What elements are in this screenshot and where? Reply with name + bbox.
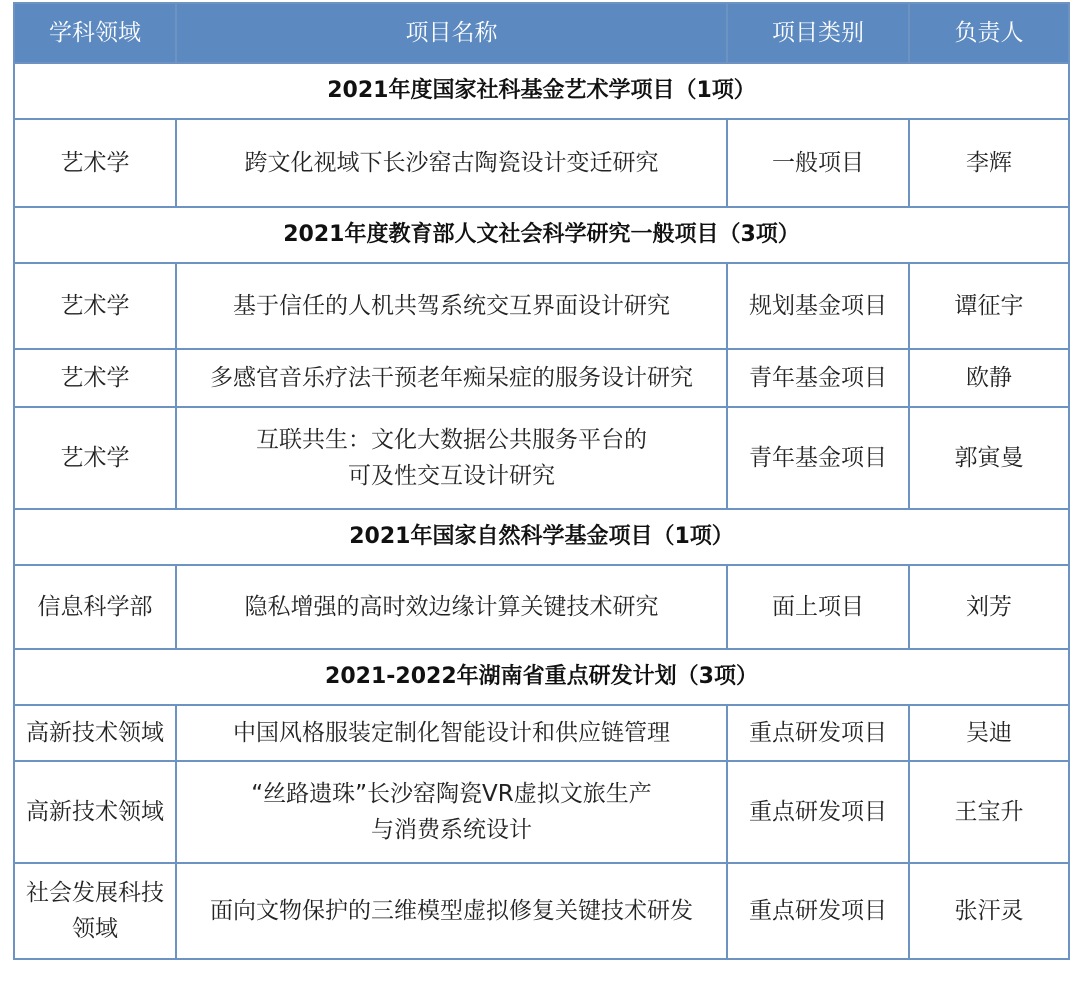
section-title: 2021年度教育部人文社会科学研究一般项目（3项）: [14, 207, 1069, 263]
cell-field: 高新技术领域: [14, 761, 176, 863]
table-row: [14, 407, 1069, 509]
section-title: 2021-2022年湖南省重点研发计划（3项）: [14, 649, 1069, 705]
project-name-line: 基于信任的人机共驾系统交互界面设计研究: [233, 293, 670, 319]
table-row: [14, 761, 1069, 863]
cell-field-line: 社会发展科技: [26, 880, 164, 906]
header-name: 项目名称: [176, 3, 727, 63]
cell-category: 重点研发项目: [727, 863, 909, 959]
table-row: [14, 349, 1069, 407]
project-name-line: 面向文物保护的三维模型虚拟修复关键技术研发: [210, 898, 693, 924]
section-row: [14, 63, 1069, 119]
cell-field: 高新技术领域: [14, 705, 176, 761]
cell-category: 重点研发项目: [727, 705, 909, 761]
cell-category: 一般项目: [727, 119, 909, 207]
project-name-line: 互联共生：文化大数据公共服务平台的: [256, 427, 647, 453]
table-header-row: [14, 3, 1069, 63]
cell-owner: 吴迪: [909, 705, 1069, 761]
cell-field: 艺术学: [14, 263, 176, 349]
cell-category: 重点研发项目: [727, 761, 909, 863]
table-row: [14, 863, 1069, 959]
section-row: [14, 207, 1069, 263]
cell-project-name: [176, 263, 727, 349]
project-name-line: 跨文化视域下长沙窑古陶瓷设计变迁研究: [244, 150, 659, 176]
project-name-line: 隐私增强的高时效边缘计算关键技术研究: [244, 594, 659, 620]
project-name-line: 可及性交互设计研究: [348, 463, 555, 489]
project-name-line: “丝路遗珠”长沙窑陶瓷VR虚拟文旅生产: [251, 781, 652, 807]
table-body: [14, 63, 1069, 959]
cell-project-name: [176, 565, 727, 649]
header-category: 项目类别: [727, 3, 909, 63]
cell-category: 面上项目: [727, 565, 909, 649]
cell-field: 艺术学: [14, 119, 176, 207]
table-row: [14, 565, 1069, 649]
project-name-line: 中国风格服装定制化智能设计和供应链管理: [233, 720, 670, 746]
table-row: [14, 263, 1069, 349]
cell-field: [14, 863, 176, 959]
table-row: [14, 705, 1069, 761]
cell-project-name: [176, 407, 727, 509]
cell-owner: 谭征宇: [909, 263, 1069, 349]
cell-project-name: [176, 863, 727, 959]
cell-project-name: [176, 761, 727, 863]
cell-category: 青年基金项目: [727, 349, 909, 407]
cell-owner: 欧静: [909, 349, 1069, 407]
section-title: 2021年国家自然科学基金项目（1项）: [14, 509, 1069, 565]
table-row: [14, 119, 1069, 207]
cell-field-line: 领域: [72, 916, 118, 942]
project-name-line: 多感官音乐疗法干预老年痴呆症的服务设计研究: [210, 365, 693, 391]
cell-owner: 张汗灵: [909, 863, 1069, 959]
cell-project-name: [176, 705, 727, 761]
project-table: [13, 2, 1070, 960]
section-row: [14, 649, 1069, 705]
cell-owner: 刘芳: [909, 565, 1069, 649]
cell-field: 信息科学部: [14, 565, 176, 649]
project-name-line: 与消费系统设计: [371, 817, 532, 843]
section-title: 2021年度国家社科基金艺术学项目（1项）: [14, 63, 1069, 119]
header-field: 学科领域: [14, 3, 176, 63]
cell-project-name: [176, 349, 727, 407]
cell-field: 艺术学: [14, 349, 176, 407]
cell-owner: 郭寅曼: [909, 407, 1069, 509]
cell-owner: 王宝升: [909, 761, 1069, 863]
cell-category: 青年基金项目: [727, 407, 909, 509]
section-row: [14, 509, 1069, 565]
cell-project-name: [176, 119, 727, 207]
cell-category: 规划基金项目: [727, 263, 909, 349]
cell-owner: 李辉: [909, 119, 1069, 207]
cell-field: 艺术学: [14, 407, 176, 509]
header-owner: 负责人: [909, 3, 1069, 63]
